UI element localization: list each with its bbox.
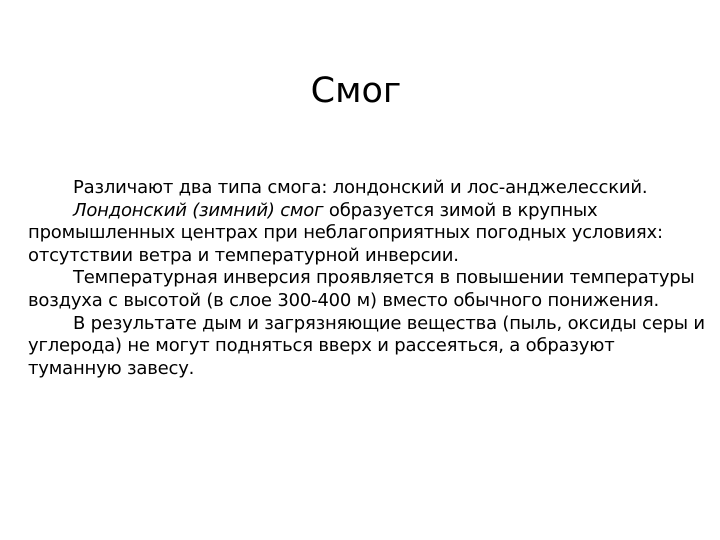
paragraph-london-smog (28, 200, 710, 268)
slide-title: Смог (310, 71, 402, 112)
paragraph-text: Температурная инверсия проявляется в повышении температуры воздуха с высотой (в слое 300-400 м) вместо обычного понижения. (28, 267, 695, 311)
paragraph-text: Различают два типа смога: лондонский и лос-анджелесский. (73, 177, 648, 198)
slide-body (28, 177, 710, 380)
paragraph-temperature-inversion (28, 267, 710, 312)
paragraph-text: образуется зимой в крупных промышленных центрах при неблагоприятных погодных условиях: отсутствии ветра и температурной инверсии. (28, 199, 663, 266)
paragraph-result (28, 313, 710, 381)
paragraph-text: В результате дым и загрязняющие вещества (пыль, оксиды серы и углерода) не могут подняться вверх и рассеяться, а образуют туманную завесу. (28, 312, 705, 379)
paragraph-smog-types (28, 177, 710, 200)
paragraph-emphasis: Лондонский (зимний) смог (73, 199, 324, 221)
